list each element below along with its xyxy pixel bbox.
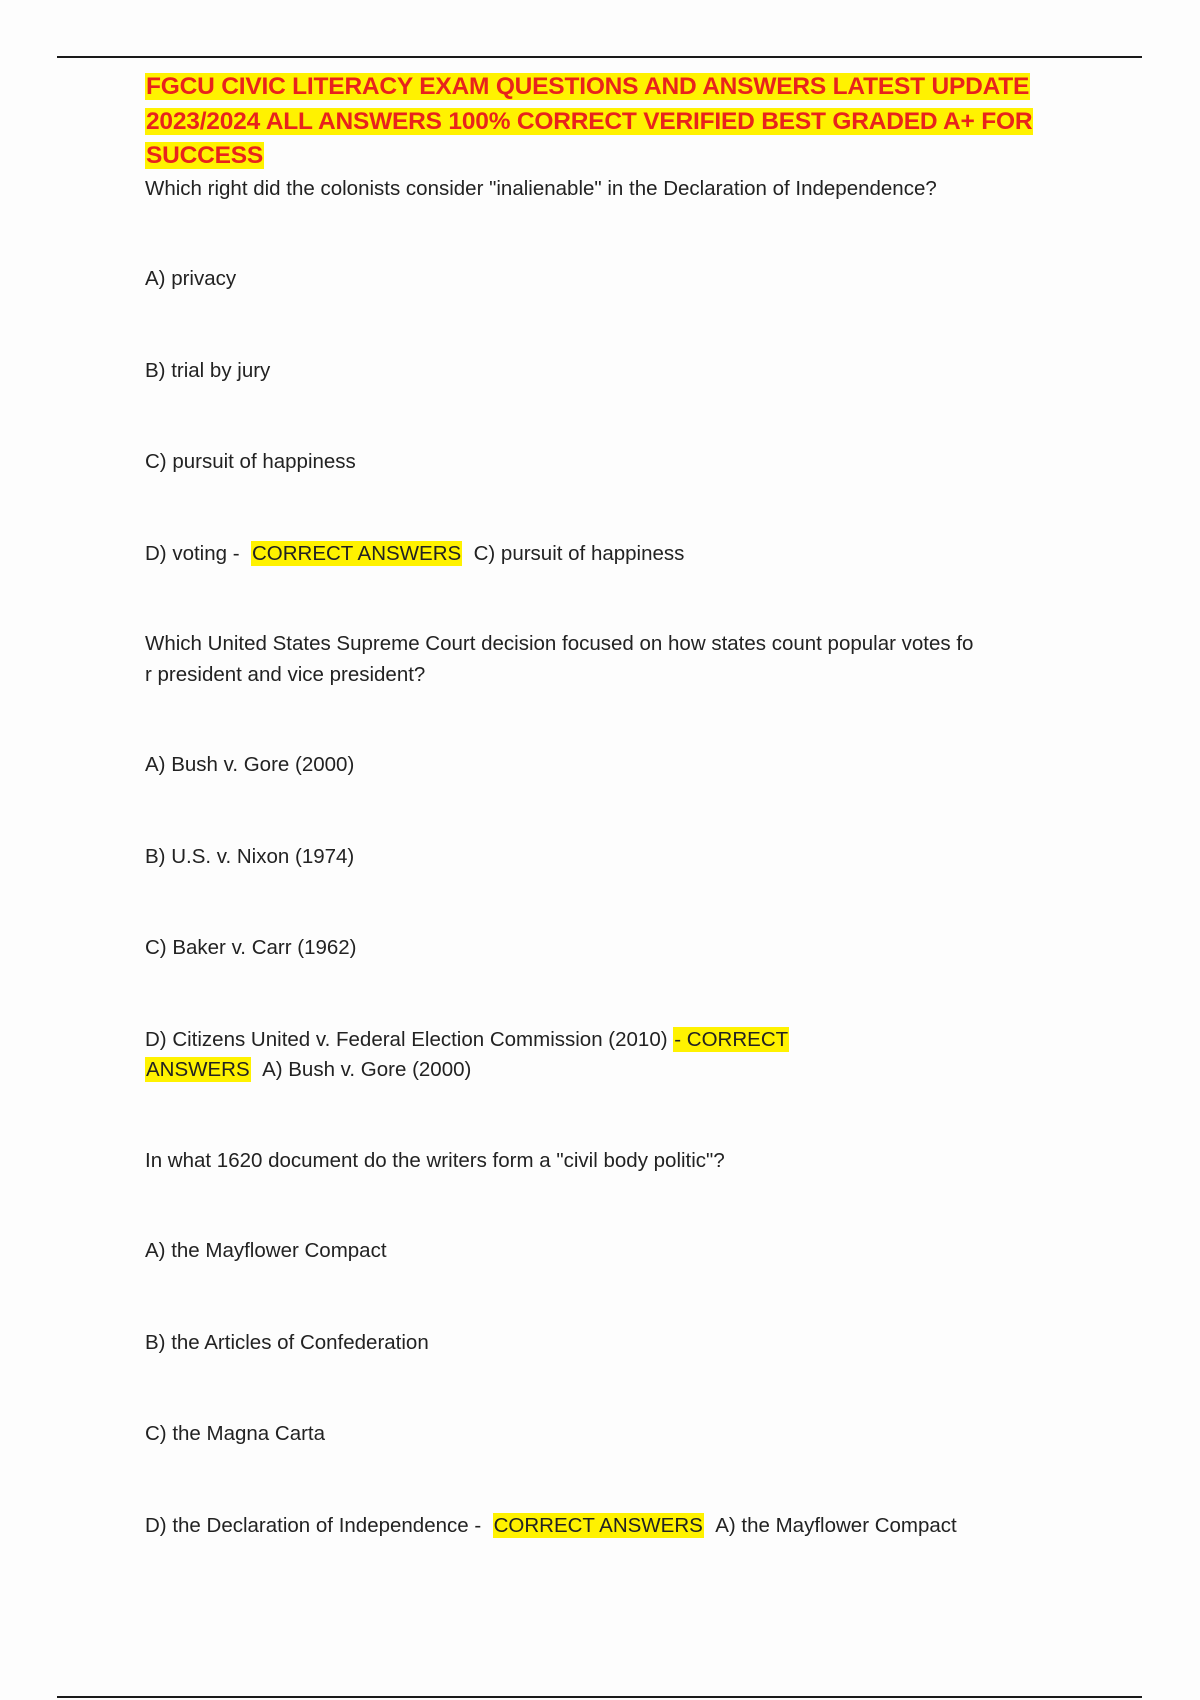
q2-option-c: C) Baker v. Carr (1962) <box>145 936 357 959</box>
bottom-rule <box>57 1696 1142 1698</box>
q2-answer-line <box>145 1055 1075 1086</box>
q2-option-b: B) U.S. v. Nixon (1974) <box>145 844 355 868</box>
q2-option-a: A) Bush v. Gore (2000) <box>145 753 355 776</box>
q2-answer-label-part-1: - CORRECT <box>674 1027 789 1051</box>
q3-option-d-with-answer <box>145 1511 1075 1542</box>
q3-answer: A) the Mayflower Compact <box>715 1513 957 1537</box>
q2-option-d: D) Citizens United v. Federal Election Commission (2010) <box>145 1027 668 1051</box>
q1-option-d-with-answer <box>145 539 1075 570</box>
question-1-text: Which right did the colonists consider "inalienable" in the Declaration of Independence? <box>145 176 937 200</box>
q3-option-d: D) the Declaration of Independence - <box>145 1513 482 1537</box>
q2-answer: A) Bush v. Gore (2000) <box>262 1058 472 1081</box>
document-title <box>145 70 1075 174</box>
title-line: FGCU CIVIC LITERACY EXAM QUESTIONS AND ANSWERS LATEST UPDATE <box>146 73 1030 100</box>
question-2-text-line-1: Which United States Supreme Court decision focused on how states count popular votes fo <box>145 632 974 655</box>
q1-option-b: B) trial by jury <box>145 358 271 382</box>
q3-answer-label: CORRECT ANSWERS <box>493 1513 703 1537</box>
q1-option-d: D) voting - <box>145 541 240 565</box>
q2-option-d-with-label <box>145 1025 1075 1056</box>
question-3-text: In what 1620 document do the writers form a "civil body politic"? <box>145 1148 725 1172</box>
title-line: SUCCESS <box>146 142 264 169</box>
q3-option-b: B) the Articles of Confederation <box>145 1330 429 1354</box>
q3-option-c: C) the Magna Carta <box>145 1422 326 1445</box>
q2-answer-label-part-2: ANSWERS <box>146 1058 250 1081</box>
q1-option-c: C) pursuit of happiness <box>145 450 356 473</box>
q1-option-a: A) privacy <box>145 267 237 290</box>
q1-answer: C) pursuit of happiness <box>473 541 685 565</box>
document-body <box>145 70 1075 1541</box>
q1-answer-label: CORRECT ANSWERS <box>251 541 462 565</box>
q3-option-a: A) the Mayflower Compact <box>145 1239 387 1262</box>
top-rule <box>57 56 1142 58</box>
question-2-text-line-2: r president and vice president? <box>145 662 426 686</box>
title-line: 2023/2024 ALL ANSWERS 100% CORRECT VERIFIED BEST GRADED A+ FOR <box>146 107 1033 135</box>
